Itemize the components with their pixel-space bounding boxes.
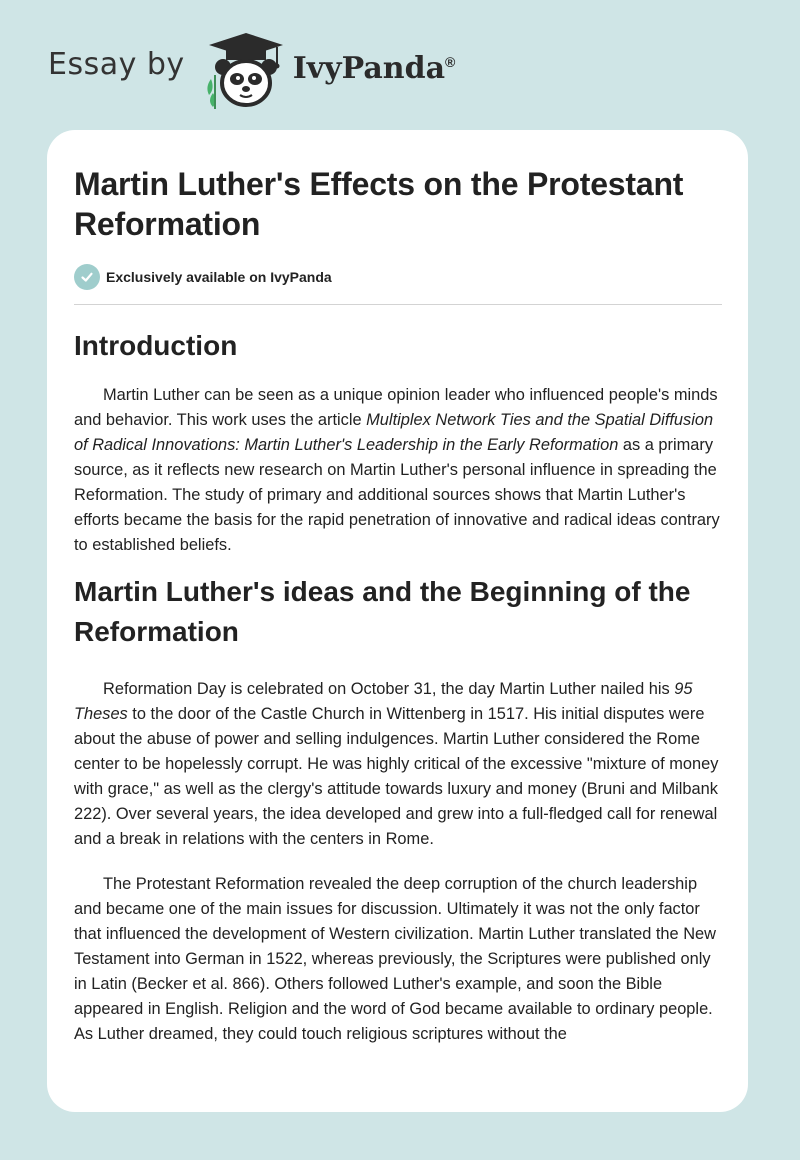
section-heading-introduction: Introduction [74, 330, 238, 361]
essay-title: Martin Luther's Effects on the Protestant Reformation [74, 166, 684, 242]
brand-name[interactable]: IvyPanda® [292, 50, 456, 86]
paragraph: The Protestant Reformation revealed the deep corruption of the church leadership and became one of the main issues for discussion. Ultimately it was not the only factor that influenced the development of Western civilization. Martin Luther translated the New Testament into German in 1522, whereas previously, the Scriptures were published only in Latin (Becker et al. 866). Others followed Luther's example, and soon the Bible appeared in English. Religion and the word of God became available to ordinary people. As Luther dreamed, they could touch religious scriptures without the [74, 875, 717, 1043]
brand-prefix: Essay by [48, 46, 185, 82]
essay-card [47, 130, 748, 1112]
check-icon [74, 264, 100, 290]
site-header [48, 30, 455, 110]
registered-mark: ® [445, 53, 456, 70]
paragraph: Reformation Day is celebrated on October 31, the day Martin Luther nailed his 95 Theses to the door of the Castle Church in Wittenberg in 1517. His initial disputes were about the abuse of power and selling indulgences. Martin Luther considered the Rome center to be hopelessly corrupt. He was highly critical of the excessive "mixture of money with grace," as well as the clergy's attitude towards luxury and money (Bruni and Milbank 222). Over several years, the idea developed and grew into a full-fledged call for renewal and a break in relations with the centers in Rome. [74, 680, 719, 848]
divider [74, 304, 722, 305]
ivypanda-logo-icon[interactable] [203, 31, 289, 109]
section-heading-ideas: Martin Luther's ideas and the Beginning of the Reformation [74, 576, 691, 647]
exclusive-badge [74, 263, 722, 291]
exclusive-label: Exclusively available on IvyPanda [106, 269, 332, 285]
paragraph: Martin Luther can be seen as a unique opinion leader who influenced people's minds and behavior. This work uses the article Multiplex Network Ties and the Spatial Diffusion of Radical Innovations: Martin Luther's Leadership in the Early Reformation as a primary source, as it reflects new research on Martin Luther's personal influence in spreading the Reformation. The study of primary and additional sources shows that Martin Luther's efforts became the basis for the rapid penetration of innovative and radical ideas contrary to established beliefs. [74, 386, 720, 554]
